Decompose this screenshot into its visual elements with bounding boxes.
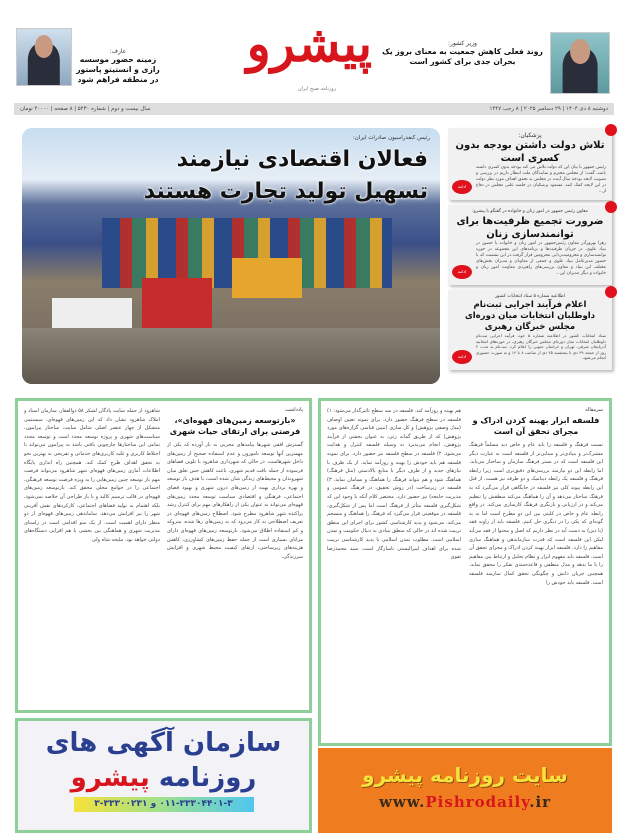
bullet-dot	[605, 201, 617, 213]
top-right-headline: روند فعلی کاهش جمعیت به معنای بروز یک بحران جدی برای کشور است	[382, 47, 543, 66]
website-banner[interactable]	[318, 748, 612, 833]
bullet-dot	[605, 286, 617, 298]
issue-text: سال بیست و دوم | شماره ۵۴۳۰ | ۸ صفحه | ۴۰۰۰۰ تومان	[20, 106, 151, 112]
continue-badge[interactable]: ادامه	[452, 180, 472, 194]
url-brand: Pishrodaily	[425, 793, 530, 811]
story-headline: تلاش دولت داشتن بودجه بدون کسری است	[455, 140, 605, 164]
story-women[interactable]	[448, 205, 612, 285]
ad-phone: ۰۱۱-۳۳۳۰۴۴۰۱-۳ و ۳۳۳۰۰۲۳۱-۳	[74, 797, 254, 812]
story-body: ستاد انتخابات کشور در اطلاعیه شماره ۵ خود، فرآیند اجرایی ثبت‌نام داوطلبان انتخابات میان دوره‌ای مجلس خبرگان رهبری، در حوزه‌های انتخابیه آذربایجان شرقی، تهران و خراسان جنوبی را اعلام کرد. ثبت‌نام به مدت ۲ روز از جمعه ۲۹ دی تا پنجشنبه ۲۵ دی از ساعت ۸ تا ۱۴ و به صورت حضوری انجام می‌شود.	[476, 333, 606, 361]
lead-headline-1: فعالان اقتصادی نیازمند	[176, 147, 428, 172]
story-budget[interactable]	[448, 128, 612, 200]
note-kicker: یادداشت	[285, 407, 303, 413]
date-text: دوشنبه ۸ دی ۱۴۰۴ | ۲۹ دسامبر ۲۰۲۵ | ۸ رجب ۱۴۴۷	[489, 106, 608, 112]
ad-line2-newspaper: روزنامه	[158, 763, 257, 793]
top-right-teaser[interactable]	[380, 40, 545, 67]
story-kicker: پزشکیان:	[518, 132, 542, 139]
lead-kicker: رئیس کنفدراسیون صادرات ایران:	[352, 135, 430, 141]
lead-story[interactable]	[22, 128, 440, 384]
logo: پیشرو	[246, 14, 372, 73]
top-left-teaser[interactable]	[76, 48, 160, 85]
top-left-photo	[16, 28, 72, 86]
ads-office-banner[interactable]	[15, 718, 312, 833]
editorial-article	[318, 398, 612, 746]
top-right-kicker: وزیر کشور:	[448, 40, 477, 47]
top-left-headline: زمینه حضور موسسه رازی و انستیتو پاستور در منطقه فراهم شود	[76, 55, 160, 84]
bullet-dot	[605, 124, 617, 136]
story-body: رئیس جمهور با بیان این که دولت تلاش می کند بودجه بدون کسری داشته باشد، گفت: از مجلس محترم و نمایندگان ملت انتظار داریم در بررسی و تصویب لایحه بودجه سال آینده در مجلس به تحقق اهداف مورد نظر دولت در این لایحه کمک کنند. مسعود پزشکیان در جلسه علنی مجلس در دفاع از...	[476, 165, 606, 194]
website-url[interactable]	[318, 790, 612, 814]
top-right-photo	[550, 32, 610, 94]
story-headline: اعلام فرآیند اجرایی ثبت‌نام داوطلبان انتخابات میان دوره‌ای مجلس خبرگان رهبری	[464, 300, 596, 332]
ad-line2-brand: پیشرو	[70, 763, 150, 793]
right-column-stories	[448, 128, 612, 370]
editorial-headline: فلسفه ابزار بهینه کردن ادراک و مجرای تحقق آن است	[472, 416, 600, 436]
note-body-col2: شاهرود از جمله سایت پادگان لشکر ۵۸ ذوالفقار، سازمان اسناد و املاک شاهرود نشان داد که این زمین‌های قهوه‌ای، سیستمی متشکل از چهار عنصر اصلی شامل سایت، ساختار پیرامون، سیاست‌های شهری و پروژه توسعه مجدد است و توسعه مجدد تمامی این ساختارها چارچوبی بافتی باشد به پیرامون می‌تواند با اختلاط کاربری و غلبه کاربری‌های خدماتی و تفریحی به بهترین نحو به تحقق اهداف طرح کمک کند. همچنین راه اندازی پایگاه اطلاعات آماری زمین‌های قهوه‌ای شهر شاهرود می‌تواند فرصت مهم باز توسعه چنین زمین‌هایی را به ویژه فرصت توسعه فرهنگی، اجتماعی را در جوامع محلی محقق کند. بازتوسعه زمین‌های قهوه‌ای در قالب ترسیم کالبد و با باز طراحی آن خلاصه نمی‌شود، بلکه اهتمام به تولید فضاهای اجتماعی، کارکردهای نقش آفرینی شهر را نیز افزایش می‌دهد. ساماندهی زمین‌های قهوه‌ای از دو منظر دارای اهمیت است. از یک سو اقدامی است در راستای مدیریت شهری و هماهنگی بین بخشی با هم افزایی دستگاه‌های دولتی خواهد بود. ملیحه شاه ولی	[24, 408, 160, 543]
url-suffix: .ir	[529, 793, 552, 811]
note-body-col1: گسترش افقی شهرها پیامدهای مخربی به بار آورده که یکی از مهمترین آنها توسعه ناموزون و عدم استفاده صحیح از زمین‌های داخل شهرهاست. در حالی که شهرداری شاهرود با تلوین فضاهای فرسوده از جمله بافت قدیم شهری، باعث کاهش حس تعلق میان شهروندان و محیط‌های زندگی شان شده است، با هدف باز توسعه و بهره برداری بهینه از زمین‌های درون شهری و بهبود فضای اجتماعی، فرهنگی و اقتصادی سیاست توسعه مجدد زمین‌های قهوه‌ای می‌تواند به عنوان یکی از راهکارهای مهم برای کنترل رشد پراکنده شهر شاهرود مطرح شود. اصطلاح زمین‌های قهوه‌ای در تعریف اصطلاحی به کار می‌رود که به زمین‌های رها شده، متروکه و کم استفاده اطلاق می‌شود. بازتوسعه زمین‌های قهوه‌ای دارای مزایای بسیاری است از جمله حفظ زمین‌های کشاورزی، کاهش هزینه‌های زیرساختی، ارتقای کیفیت محیط شهری و افزایش سرزندگی.	[167, 442, 303, 560]
story-election[interactable]	[448, 290, 612, 370]
date-bar	[14, 103, 614, 115]
url-prefix: www.	[378, 793, 426, 811]
editorial-kicker: سرمقاله	[585, 407, 603, 413]
top-left-kicker: عارف:	[109, 48, 127, 55]
story-body: زهرا بهروزآذر معاون رئیس‌جمهور در امور زنان و خانواده با حضور در بنیاد علوی، در جریان ظرفیت‌ها و برنامه‌های این مجموعه در حوزه توانمندسازی و محرومیت‌زدایی محرومین قرار گرفت.در این نشست که با حضور مدیرعامل بنیاد علوی و جمعی از معاونان و مدیران بخش‌های مختلف این بنیاد و معاون بررسی‌های راهبردی معاونت امور زنان و خانواده و دیگر مدیران این...	[476, 241, 606, 276]
editorial-body-col2: هم بهینه و روزآمد کند. فلسفه در سه سطح تاثیرگذار می‌شود: ۱) فلسفه در سطح فرهنگ حضور دارد. برای نمونه تعیین اوصاف (مدل وصفی پژوهش) و کل سازی (تبیین قیاسی گزاره‌های مورد پژوهش) که از طریق گمانه زنی، به عنوان بخشی از فرآیند پژوهش، انجام می‌پذیرد به وسیله فلسفه کنترل و هدایت می‌شود. ۲) فلسفه در سطح فلسفه نیز حضور دارد. برای نمونه فلسفه هم باید خودش را بهینه و روزآمد نماید. از یک طرف با نیازهای جدید و از طرف دیگر با منابع بالادستی (مثل فرهنگ) هماهنگ شود و هم بتواند فرهنگ را هماهنگ و بسامان نماید. ۳) فلسفه در زیرساخت (در روش تحقیق، در فرهنگ عمومی و مدیریت جامعه) نیز حضور دارد. مختصر کلام آنکه با وجود این که شکل‌گیری فلسفه متأثر از فرهنگ است اما پس از شکل‌گیری، فلسفه در موقعیتی قرار می‌گیرد که فرهنگ را هماهنگ و منسجم می‌کند. می‌شود و پدید کارشناسی کشور برای اجرای این منطق تربیت شده اند در حالی که منطق بنیادی به دنبال حکومت و تمدن اسلامی است. مطلوب تمدن اسلامی با پدید کارشناسی تربیت شده برای اهداف لیبرالیستی ناسازگار است. سید محمدرضا تقوی	[327, 408, 461, 561]
continue-badge[interactable]: ادامه	[452, 350, 472, 364]
editorial-body-col1: نسبت فرهنگ و فلسفه را باید عام و خاص دید مسلماً فرهنگ مشترک‌تر و بنیادی‌تر و مبنایی‌تر از فلسفه است به عبارت دیگر این فلسفه است که در بستر فرهنگ سازمان و ساختار می‌یابد. اما رابطه این دو نیازمند بررسی‌های دقیق‌تری است زیرا رابطه فرهنگ و فلسفه یک رابطه دینامیک و دو طرفه نیز هست. از قبل این رابطه پیوند کلی نیز فلسفه در جایگاهی قرار می‌گیرد که به فرهنگ ساختار می‌دهد و آن را هماهنگ می‌کند منطقش را تنظیم می‌کند و در ارزیابی و بازنگری فرهنگ کارسازی می‌کند. در واقع رابطه عام و خاص در کلیتی بین این دو مطرح است اما نه به گونه‌ای که یکی را در دیگری حل کنیم. فلسفه باید از زاویه فقه (یا دین) به دست آید در نظر داریم که اصل و محتوا از فقه می‌آید لیکن این فلسفه است که قدرت سازماندهی و هماهنگ سازی مفاهیم را دارد. فلسفه ابزار بهینه کردن ادراک و مجرای تحقق آن است. فلسفه باید مفهوم ابزار و نظام تحلیل و ارتباط بین مفاهیم را با ما بدهد و مدل منطقی و قاعده‌مندی تفکر را محقق نماید. همچنین جریان دانش و چگونگی تحقق کمال سازمند فلسفه است. فلسفه باید خودش را	[469, 442, 603, 586]
note-headline: «بازتوسعه زمین‌های قهوه‌ای»، فرصتی برای ارتقای حیات شهری	[169, 416, 301, 436]
tagline: روزنامه صبح ایران	[297, 86, 337, 92]
ad-line1: سازمان آگهی های	[45, 728, 282, 758]
website-title: سایت روزنامه پیشرو	[362, 763, 568, 787]
story-kicker: اطلاعیه شماره ۵ ستاد انتخابات کشور	[495, 294, 565, 299]
note-article	[15, 398, 312, 713]
continue-badge[interactable]: ادامه	[452, 265, 472, 279]
story-headline: ضرورت تجمیع ظرفیت‌ها برای توانمندسازی زنان	[456, 216, 604, 240]
story-kicker: معاون رئیس جمهور در امور زنان و خانواده در گفتگو با پیشرو:	[472, 209, 588, 214]
lead-headline-2: تسهیل تولید تجارت هستند	[143, 179, 428, 204]
